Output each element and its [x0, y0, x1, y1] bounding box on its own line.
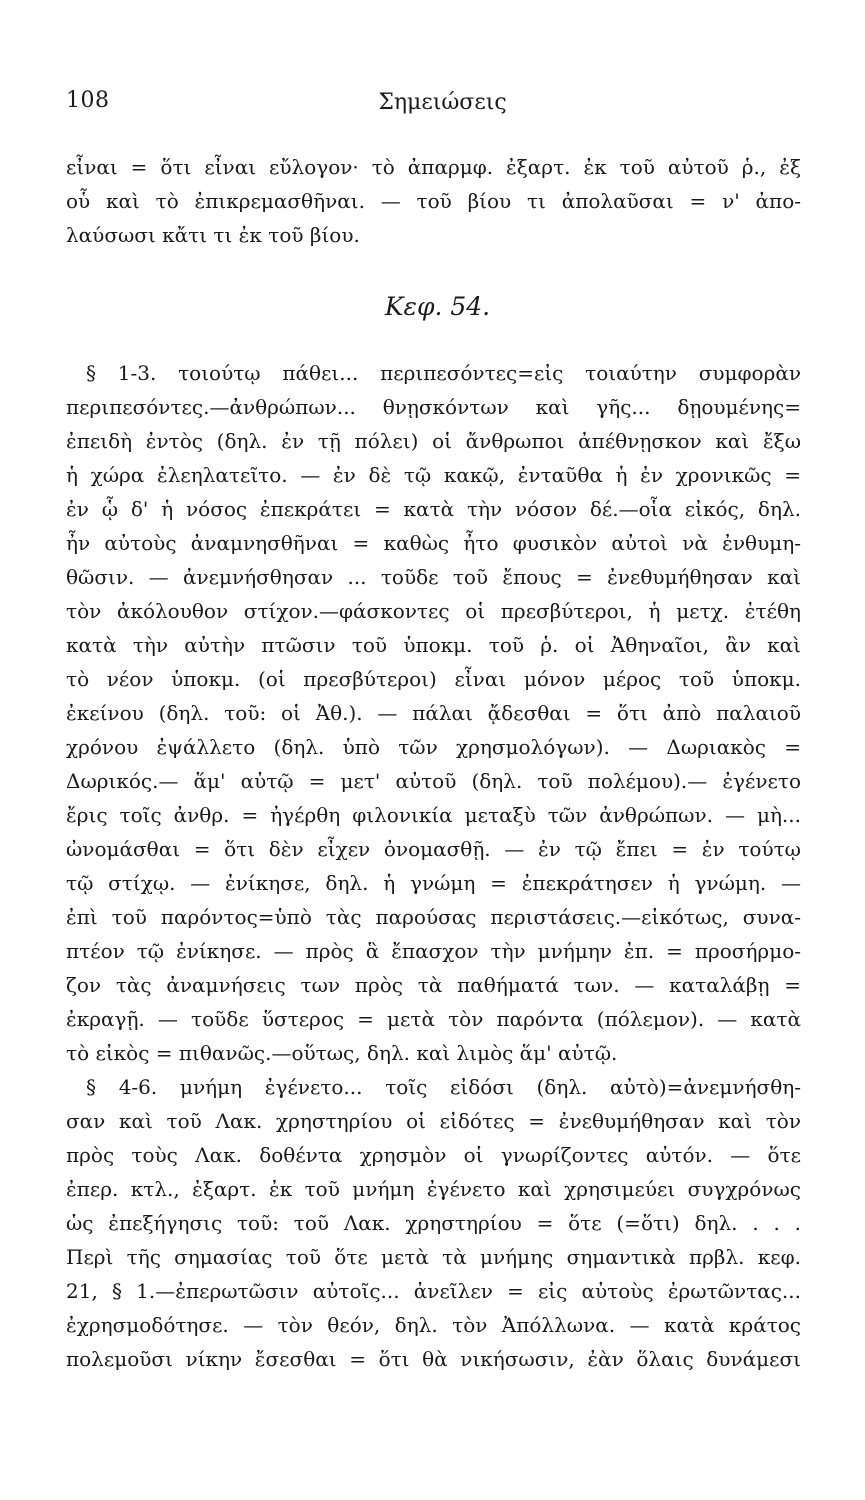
text-line: § 1-3. τοιούτῳ πάθει... περιπεσόντες=εἰς τοιαύτην συμφορὰν — [86, 361, 801, 385]
text-line: ἡ χώρα ἐλεηλατεῖτο. — ἐν δὲ τῷ κακῷ, ἐνταῦθα ἡ ἐν χρονικῶς = — [66, 463, 801, 487]
text-line: περιπεσόντες.—ἀνθρώπων... θνῃσκόντων καὶ γῆς... δῃουμένης= — [66, 395, 801, 419]
text-line: πρὸς τοὺς Λακ. δοθέντα χρησμὸν οἱ γνωρίζοντες αὐτόν. — ὅτε — [66, 1143, 801, 1167]
text-line: ἐκείνου (δηλ. τοῦ: οἱ Ἀθ.). — πάλαι ᾄδεσθαι = ὅτι ἀπὸ παλαιοῦ — [66, 701, 801, 725]
text-line: ἐπὶ τοῦ παρόντος=ὑπὸ τὰς παρούσας περιστάσεις.—εἰκότως, συνα- — [66, 905, 801, 929]
text-line: ἐπερ. κτλ., ἐξαρτ. ἐκ τοῦ μνήμη ἐγένετο καὶ χρησιμεύει συγχρόνως — [66, 1177, 801, 1201]
text-line: ἦν αὐτοὺς ἀναμνησθῆναι = καθὼς ἦτο φυσικὸν αὐτοὶ νὰ ἐνθυμη- — [66, 531, 801, 555]
text-line: πολεμοῦσι νίκην ἔσεσθαι = ὅτι θὰ νικήσωσιν, ἐὰν ὅλαις δυνάμεσι — [66, 1347, 801, 1371]
text-line: σαν καὶ τοῦ Λακ. χρηστηρίου οἱ εἰδότες = ἐνεθυμήθησαν καὶ τὸν — [66, 1109, 801, 1133]
running-title: Σημειώσεις — [378, 90, 507, 115]
text-line: ἐν ᾧ δ' ἡ νόσος ἐπεκράτει = κατὰ τὴν νόσον δέ.—οἷα εἰκός, δηλ. — [66, 497, 801, 521]
text-line: οὗ καὶ τὸ ἐπικρεμασθῆναι. — τοῦ βίου τι ἀπολαῦσαι = ν' ἀπο- — [66, 189, 801, 213]
text-line: τὸ εἰκὸς = πιθανῶς.—οὕτως, δηλ. καὶ λιμὸς ἅμ' αὐτῷ. — [66, 1041, 618, 1065]
text-line: θῶσιν. — ἀνεμνήσθησαν ... τοῦδε τοῦ ἔπους = ἐνεθυμήθησαν καὶ — [66, 565, 801, 589]
text-line: λαύσωσι κἄτι τι ἐκ τοῦ βίου. — [66, 223, 360, 247]
text-line: ἔρις τοῖς ἀνθρ. = ἠγέρθη φιλονικία μεταξὺ τῶν ἀνθρώπων. — μὴ... — [66, 803, 801, 827]
text-line: τὸν ἀκόλουθον στίχον.—φάσκοντες οἱ πρεσβύτεροι, ἡ μετχ. ἐτέθη — [66, 599, 801, 623]
text-line: Δωρικός.— ἅμ' αὐτῷ = μετ' αὐτοῦ (δηλ. τοῦ πολέμου).— ἐγένετο — [66, 769, 801, 793]
page-number: 108 — [66, 88, 110, 113]
text-line: εἶναι = ὅτι εἶναι εὔλογον· τὸ ἀπαρμφ. ἐξαρτ. ἐκ τοῦ αὐτοῦ ῥ., ἐξ — [66, 155, 801, 179]
text-line: ζον τὰς ἀναμνήσεις των πρὸς τὰ παθήματά των. — καταλάβῃ = — [66, 973, 801, 997]
text-line: ὡς ἐπεξήγησις τοῦ: τοῦ Λακ. χρηστηρίου = ὅτε (=ὅτι) δηλ. . . . — [66, 1211, 801, 1235]
text-line: 21, § 1.—ἐπερωτῶσιν αὐτοῖς... ἀνεῖλεν = εἰς αὐτοὺς ἐρωτῶντας... — [66, 1279, 801, 1303]
text-line: χρόνου ἐψάλλετο (δηλ. ὑπὸ τῶν χρησμολόγων). — Δωριακὸς = — [66, 735, 801, 759]
chapter-heading: Κεφ. 54. — [384, 292, 491, 321]
text-line: ὠνομάσθαι = ὅτι δὲν εἶχεν ὀνομασθῇ. — ἐν τῷ ἔπει = ἐν τούτῳ — [66, 837, 801, 861]
text-line: ἐκραγῇ. — τοῦδε ὕστερος = μετὰ τὸν παρόντα (πόλεμον). — κατὰ — [66, 1007, 801, 1031]
text-line: πτέον τῷ ἐνίκησε. — πρὸς ἃ ἔπασχον τὴν μνήμην ἐπ. = προσήρμο- — [66, 939, 801, 963]
text-line: τῷ στίχῳ. — ἐνίκησε, δηλ. ἡ γνώμη = ἐπεκράτησεν ἡ γνώμη. — — [66, 871, 801, 895]
main-text — [66, 356, 801, 1376]
text-line: § 4-6. μνήμη ἐγένετο... τοῖς εἰδόσι (δηλ. αὐτὸ)=ἀνεμνήσθη- — [86, 1075, 801, 1099]
top-paragraph — [66, 150, 801, 252]
text-line: ἐχρησμοδότησε. — τὸν θεόν, δηλ. τὸν Ἀπόλλωνα. — κατὰ κράτος — [66, 1313, 801, 1337]
text-line: κατὰ τὴν αὐτὴν πτῶσιν τοῦ ὑποκμ. τοῦ ῥ. οἱ Ἀθηναῖοι, ἂν καὶ — [66, 633, 801, 657]
text-line: τὸ νέον ὑποκμ. (οἱ πρεσβύτεροι) εἶναι μόνον μέρος τοῦ ὑποκμ. — [66, 667, 801, 691]
text-line: Περὶ τῆς σημασίας τοῦ ὅτε μετὰ τὰ μνήμης σημαντικὰ πρβλ. κεφ. — [66, 1245, 801, 1269]
text-line: ἐπειδὴ ἐντὸς (δηλ. ἐν τῇ πόλει) οἱ ἄνθρωποι ἀπέθνῃσκον καὶ ἔξω — [66, 429, 801, 453]
